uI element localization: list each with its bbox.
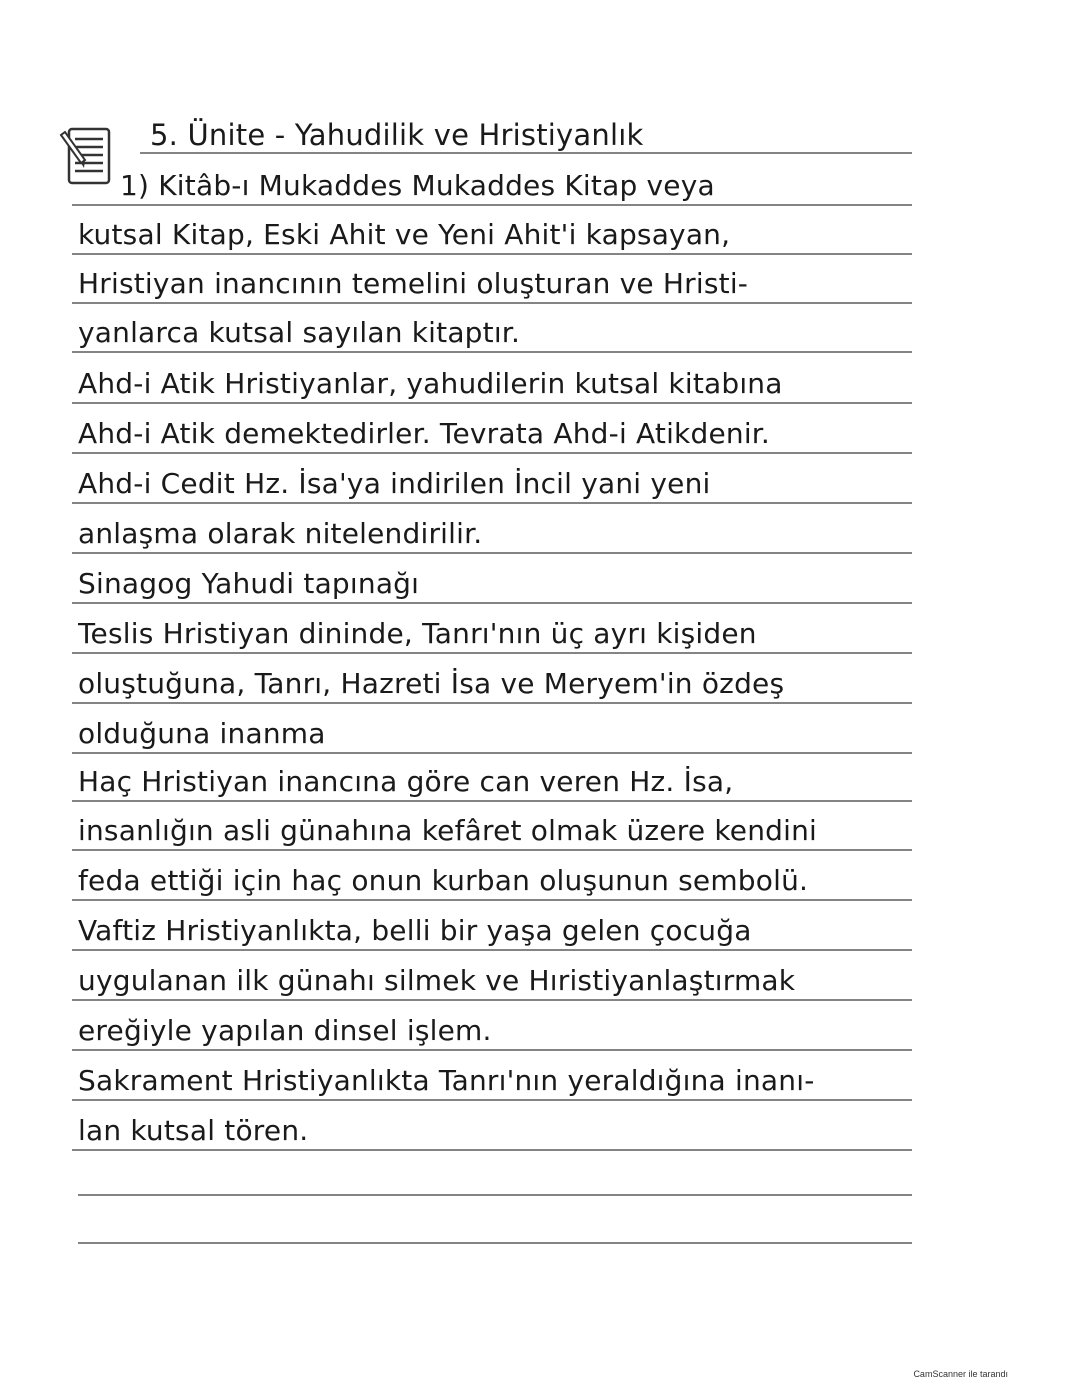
note-line: oluştuğuna, Tanrı, Hazreti İsa ve Meryem'in özdeş: [78, 667, 785, 700]
note-line: yanlarca kutsal sayılan kitaptır.: [78, 316, 521, 349]
note-line: Hristiyan inancının temelini oluşturan ve Hristi-: [78, 267, 749, 300]
note-line: Vaftiz Hristiyanlıkta, belli bir yaşa gelen çocuğa: [78, 914, 752, 947]
note-line: kutsal Kitap, Eski Ahit ve Yeni Ahit'i kapsayan,: [78, 218, 731, 251]
note-line: Ahd-i Cedit Hz. İsa'ya indirilen İncil yani yeni: [78, 467, 711, 500]
note-line: anlaşma olarak nitelendirilir.: [78, 517, 483, 550]
note-line: Sinagog Yahudi tapınağı: [78, 567, 420, 600]
note-line: Sakrament Hristiyanlıkta Tanrı'nın yeraldığına inanı-: [78, 1064, 815, 1097]
note-line: lan kutsal tören.: [78, 1114, 309, 1147]
note-line: Teslis Hristiyan dininde, Tanrı'nın üç ayrı kişiden: [78, 617, 757, 650]
note-line: uygulanan ilk günahı silmek ve Hıristiyanlaştırmak: [78, 964, 796, 997]
note-line: feda ettiği için haç onun kurban oluşunun sembolü.: [78, 864, 809, 897]
note-line: Ahd-i Atik demektedirler. Tevrata Ahd-i Atikdenir.: [78, 417, 771, 450]
note-line: 1) Kitâb-ı Mukaddes Mukaddes Kitap veya: [120, 169, 715, 202]
note-line: olduğuna inanma: [78, 717, 326, 750]
note-line: Haç Hristiyan inancına göre can veren Hz. İsa,: [78, 765, 734, 798]
note-line: ereğiyle yapılan dinsel işlem.: [78, 1014, 492, 1047]
note-line: insanlığın asli günahına kefâret olmak üzere kendini: [78, 814, 818, 847]
scanner-watermark: CamScanner ile tarandı: [913, 1369, 1008, 1379]
notebook-pencil-icon: [55, 125, 125, 195]
page-title: 5. Ünite - Yahudilik ve Hristiyanlık: [150, 118, 644, 152]
note-line: Ahd-i Atik Hristiyanlar, yahudilerin kutsal kitabına: [78, 367, 783, 400]
